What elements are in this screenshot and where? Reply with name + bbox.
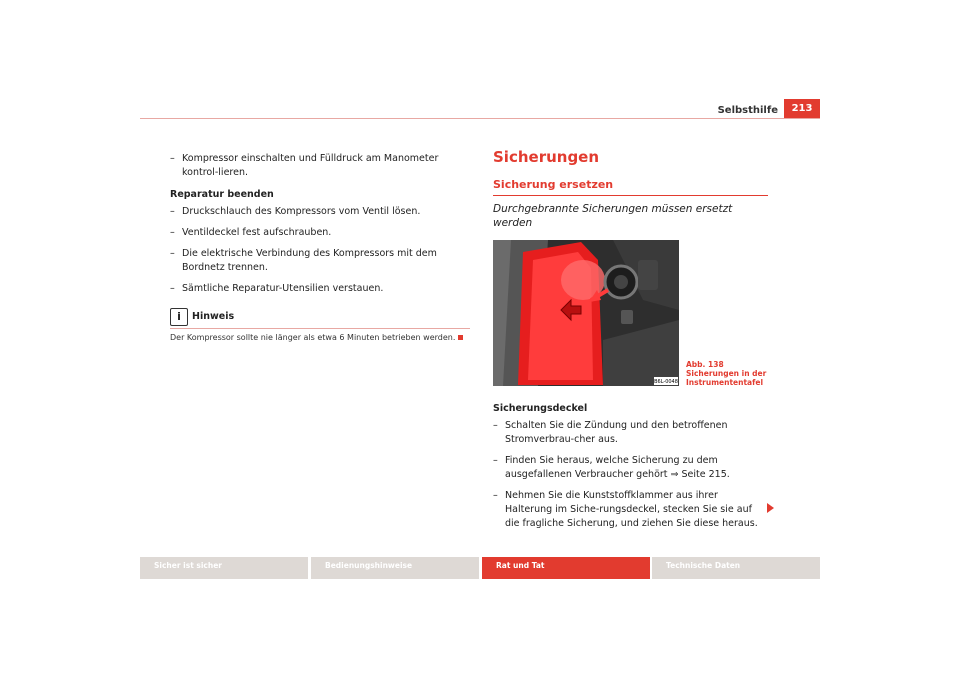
- page-number: 213: [784, 99, 820, 119]
- note-body: Der Kompressor sollte nie länger als etwa 6 Minuten betrieben werden.: [170, 333, 456, 342]
- footer-tab-safety[interactable]: Sicher ist sicher: [140, 557, 308, 579]
- note-header: [170, 308, 470, 326]
- continue-arrow-icon: [767, 503, 774, 513]
- dashboard-photo: [493, 240, 679, 386]
- subheading-repair-finish: Reparatur beenden: [170, 189, 274, 200]
- figure-code: B6L-0048: [654, 379, 678, 385]
- section-subtitle: Durchgebrannte Sicherungen müssen ersetzt werden: [493, 203, 733, 229]
- end-marker-icon: [458, 335, 463, 340]
- list-item: – Ventildeckel fest aufschrauben.: [170, 226, 470, 240]
- list-item: – Schalten Sie die Zündung und den betroffenen Stromverbrau-cher aus.: [493, 419, 768, 447]
- subheading-fuse-cover: Sicherungsdeckel: [493, 403, 588, 414]
- list-item: – Sämtliche Reparatur-Utensilien verstauen.: [170, 282, 470, 296]
- note-title: Hinweis: [192, 311, 235, 322]
- footer-tab-operation[interactable]: Bedienungshinweise: [311, 557, 479, 579]
- note-divider: [170, 328, 470, 329]
- section-title: Sicherung ersetzen: [493, 178, 614, 191]
- section-divider: [493, 195, 768, 196]
- list-item: – Finden Sie heraus, welche Sicherung zu dem ausgefallenen Verbraucher gehört ⇒ Seite 215.: [493, 454, 768, 482]
- fuse-cover-illustration: [493, 240, 679, 386]
- header-divider: [140, 118, 820, 119]
- list-item: – Kompressor einschalten und Fülldruck am Manometer kontrol-lieren.: [170, 152, 470, 180]
- list-item: – Die elektrische Verbindung des Kompressors mit dem Bordnetz trennen.: [170, 247, 470, 275]
- info-icon: i: [170, 308, 188, 326]
- note-text: [170, 332, 470, 343]
- list-item: – Nehmen Sie die Kunststoffklammer aus ihrer Halterung im Siche-rungsdeckel, stecken Sie sie auf die fragliche Sicherung, und ziehen Sie diese heraus.: [493, 489, 768, 531]
- chapter-title: Sicherungen: [493, 148, 600, 166]
- figure-caption: Abb. 138 Sicherungen in der Instrumententafel: [686, 360, 767, 387]
- running-header-title: Selbsthilfe: [717, 105, 778, 116]
- left-column: [170, 152, 470, 343]
- right-column: [493, 150, 768, 538]
- footer-tab-technical[interactable]: Technische Daten: [652, 557, 820, 579]
- footer-tab-help[interactable]: Rat und Tat: [482, 557, 650, 579]
- list-item: – Druckschlauch des Kompressors vom Ventil lösen.: [170, 205, 470, 219]
